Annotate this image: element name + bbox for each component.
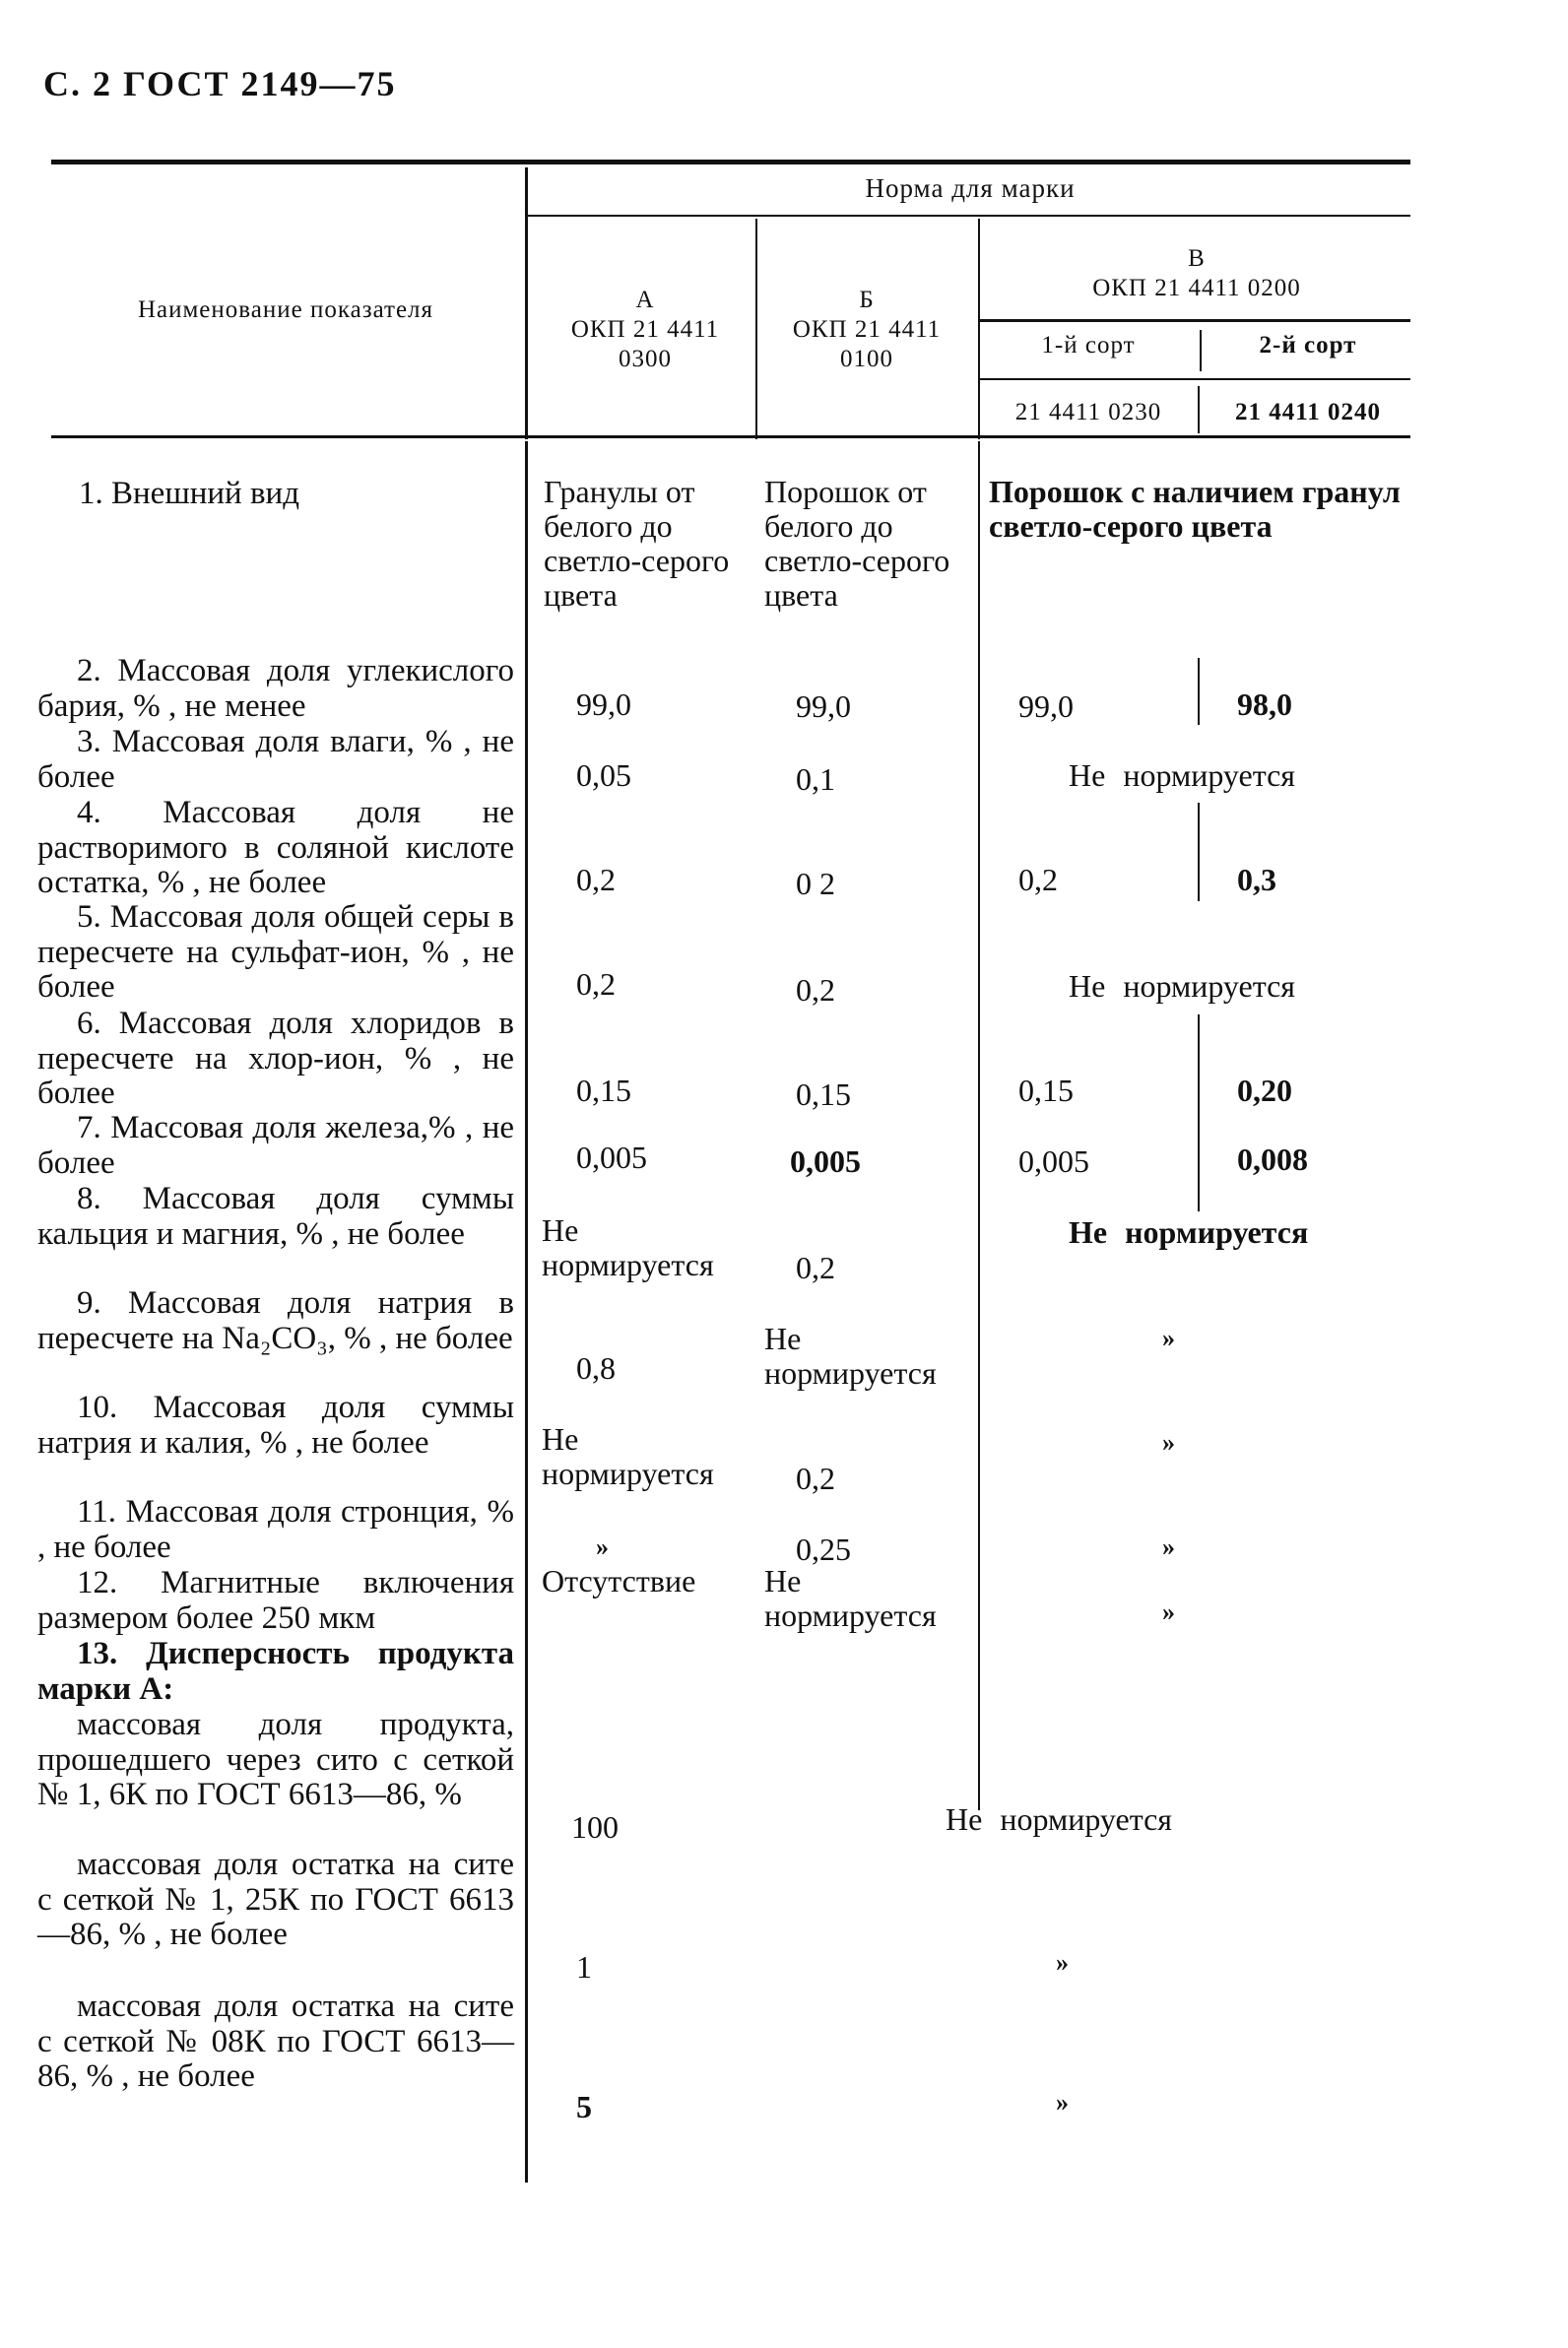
row-3-b: 0,1: [796, 761, 835, 797]
row-1-b: Порошок от белого до светло-серого цвета: [764, 474, 950, 613]
row-11-a: »: [596, 1533, 609, 1561]
row-12-v: »: [1162, 1598, 1175, 1626]
row-13c-label: массовая доля остатка на сите с сеткой № 08К по ГОСТ 6613—86, % , не более: [37, 1989, 514, 2094]
grade-b-letter: Б: [859, 287, 875, 313]
row-9-v: »: [1162, 1324, 1175, 1352]
table-top-rule: [51, 160, 1410, 164]
header-sort2-label: 2-й сорт: [1259, 332, 1357, 359]
col-divider-label: [525, 167, 528, 439]
row-4-v2: 0,3: [1237, 862, 1276, 897]
row-6-label: 6. Массовая доля хлоридов в пересчете на хлор-ион, % , не более: [37, 1006, 514, 1111]
row-6-v1: 0,15: [1018, 1073, 1074, 1108]
row-4-label: 4. Массовая доля не растворимого в соляной кислоте остатка, % , не более: [37, 795, 514, 900]
row-10-v: »: [1162, 1428, 1175, 1457]
row-2-label: 2. Массовая доля углекислого бария, % , не менее: [37, 653, 514, 724]
row-5-a: 0,2: [576, 966, 616, 1002]
page-header: С. 2 ГОСТ 2149—75: [43, 64, 397, 103]
header-grade-a: [552, 286, 739, 374]
row-13a-label: массовая доля продукта, прошедшего через сито с сеткой № 1, 6К по ГОСТ 6613—86, %: [37, 1707, 514, 1812]
row-13b-a: 1: [576, 1949, 592, 1985]
header-bottom-rule: [51, 435, 1410, 438]
row-13-label: 13. Дисперсность продукта марки А:: [37, 1636, 514, 1707]
row-10-label: 10. Массовая доля суммы натрия и калия, % , не более: [37, 1390, 514, 1461]
row-13b-label: массовая доля остатка на сите с сеткой № 1, 25К по ГОСТ 6613—86, % , не более: [37, 1847, 514, 1952]
header-indicator: Наименование показателя: [137, 296, 434, 323]
row-12-a: Отсутствие: [542, 1563, 696, 1598]
header-norm: Норма для марки: [865, 173, 1076, 203]
row-13c-a: 5: [576, 2089, 592, 2124]
header-grade-v: [985, 244, 1408, 303]
row-7-a: 0,005: [576, 1140, 647, 1175]
row-7-label: 7. Массовая доля железа,% , не более: [37, 1110, 514, 1181]
row-11-v: »: [1162, 1533, 1175, 1561]
row-2-v2: 98,0: [1237, 686, 1292, 722]
row-7-v2: 0,008: [1237, 1141, 1308, 1177]
header-sort2-okp: 21 4411 0240: [1234, 399, 1382, 425]
header-sort1-okp: 21 4411 0230: [1014, 399, 1162, 425]
row-6-b: 0,15: [796, 1076, 851, 1112]
body-divider-b-v: [978, 441, 980, 1810]
row-11-label: 11. Массовая доля стронция, % , не более: [37, 1494, 514, 1565]
grade-v-rule: [978, 319, 1410, 322]
row-5-b: 0,2: [796, 972, 835, 1008]
body-divider-v-row4: [1198, 803, 1200, 901]
body-divider-v-row2: [1198, 658, 1200, 725]
row-9-b: Не нормируется: [764, 1321, 937, 1391]
row-7-v1: 0,005: [1018, 1143, 1089, 1179]
row-13a-a: 100: [571, 1809, 619, 1845]
row-12-label: 12. Магнитные включения размером более 250 мкм: [37, 1565, 514, 1636]
row-2-b: 99,0: [796, 688, 851, 724]
row-4-b: 0 2: [796, 866, 835, 901]
row-3-label: 3. Массовая доля влаги, % , не более: [37, 724, 514, 795]
row-7-b: 0,005: [790, 1143, 861, 1179]
grade-a-letter: А: [635, 287, 655, 313]
row-10-a: Не нормируется: [542, 1421, 714, 1491]
row-4-a: 0,2: [576, 862, 616, 897]
norm-header-rule: [527, 215, 1410, 217]
row-2-v1: 99,0: [1018, 688, 1074, 724]
row-8-label: 8. Массовая доля суммы кальция и магния, % , не более: [37, 1181, 514, 1252]
grade-a-okp: ОКП 21 4411 0300: [570, 316, 720, 372]
sort-rule: [978, 378, 1410, 380]
row-1-v: Порошок с наличием гранул светло-серого цвета: [989, 474, 1401, 544]
body-divider-v-row67: [1198, 1014, 1200, 1211]
col-divider-a-b: [755, 219, 757, 439]
grade-v-letter: В: [1188, 245, 1206, 272]
row-13a-bv: Не нормируется: [946, 1801, 1172, 1837]
row-8-v: Не нормируется: [1069, 1214, 1309, 1250]
row-12-b: Не нормируется: [764, 1563, 937, 1633]
row-1-label: 1. Внешний вид: [79, 476, 299, 511]
row-3-a: 0,05: [576, 757, 631, 793]
row-13b-bv: »: [1056, 1948, 1069, 1977]
row-10-b: 0,2: [796, 1461, 835, 1496]
row-4-v1: 0,2: [1018, 862, 1058, 897]
row-6-v2: 0,20: [1237, 1073, 1292, 1108]
grade-v-okp: ОКП 21 4411 0200: [1092, 275, 1301, 301]
row-5-v: Не нормируется: [1069, 968, 1295, 1004]
row-2-a: 99,0: [576, 686, 631, 722]
row-13c-bv: »: [1056, 2088, 1069, 2117]
row-8-b: 0,2: [796, 1250, 835, 1285]
row-5-label: 5. Массовая доля общей серы в пересчете на сульфат-ион, % , не более: [37, 899, 514, 1005]
col-divider-sort-1: [1200, 330, 1202, 371]
header-grade-b: [768, 286, 965, 374]
grade-b-okp: ОКП 21 4411 0100: [792, 316, 942, 372]
row-9-a: 0,8: [576, 1350, 616, 1386]
row-11-b: 0,25: [796, 1532, 851, 1567]
col-divider-sort-2: [1198, 386, 1200, 433]
body-divider-label: [525, 441, 528, 2183]
header-sort1-label: 1-й сорт: [1041, 332, 1136, 359]
row-1-a: Гранулы от белого до светло-серого цвета: [544, 474, 730, 613]
col-divider-b-v: [978, 219, 980, 439]
row-3-v: Не нормируется: [1069, 757, 1295, 793]
row-9-label: 9. Массовая доля натрия в пересчете на Na₂CO₃, % , не более: [37, 1285, 514, 1356]
row-8-a: Не нормируется: [542, 1212, 714, 1282]
row-6-a: 0,15: [576, 1073, 631, 1108]
